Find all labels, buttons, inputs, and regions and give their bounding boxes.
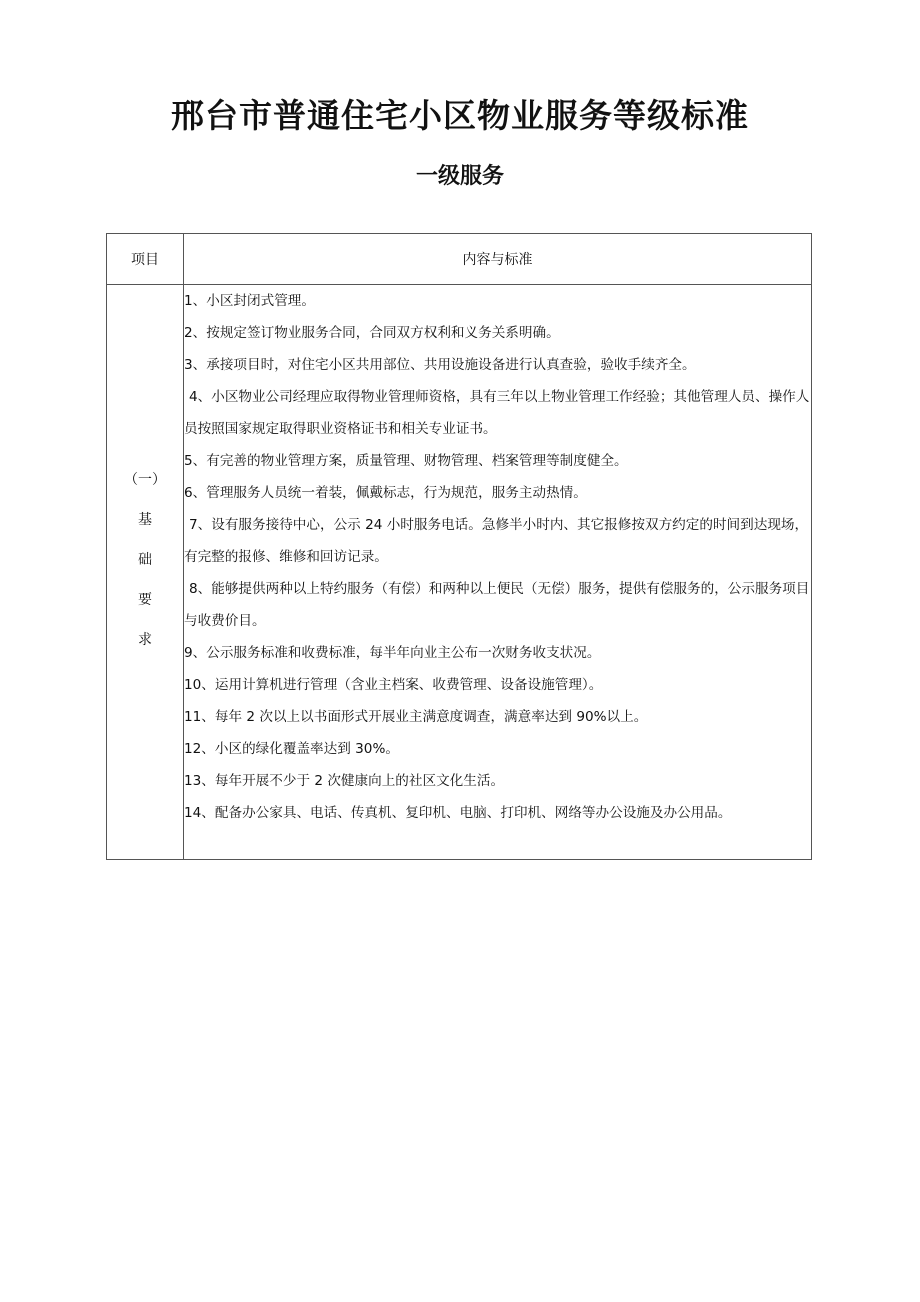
document-subtitle: 一级服务 <box>415 164 504 189</box>
category-char: 基 <box>138 512 152 528</box>
category-char: 要 <box>138 592 152 608</box>
category-char: 础 <box>138 552 152 568</box>
category-number: （一） <box>124 472 166 488</box>
document-title: 邢台市普通住宅小区物业服务等级标准 <box>171 96 749 135</box>
category-char: 求 <box>138 632 152 648</box>
list-item: 6、管理服务人员统一着装，佩戴标志，行为规范，服务主动热情。 <box>184 485 587 501</box>
header-item: 项目 <box>107 234 184 285</box>
table-row <box>107 285 812 860</box>
header-content: 内容与标准 <box>184 234 812 285</box>
standards-table <box>106 233 812 860</box>
list-item: 9、公示服务标准和收费标准，每半年向业主公布一次财务收支状况。 <box>184 645 601 661</box>
list-item: 3、承接项目时，对住宅小区共用部位、共用设施设备进行认真查验，验收手续齐全。 <box>184 357 696 373</box>
category-label <box>124 460 166 684</box>
list-item: 13、每年开展不少于 2 次健康向上的社区文化生活。 <box>184 773 505 789</box>
content-cell <box>184 285 812 860</box>
list-item: 7、设有服务接待中心，公示 24 小时服务电话。急修半小时内、其它报修按双方约定的时间到达现场，有完整的报修、维修和回访记录。 <box>184 517 809 565</box>
requirement-list <box>184 285 811 829</box>
category-cell <box>107 285 184 860</box>
list-item: 8、能够提供两种以上特约服务（有偿）和两种以上便民（无偿）服务，提供有偿服务的，公示服务项目与收费价目。 <box>184 581 810 629</box>
list-item: 10、运用计算机进行管理（含业主档案、收费管理、设备设施管理）。 <box>184 677 603 693</box>
list-item: 2、按规定签订物业服务合同，合同双方权利和义务关系明确。 <box>184 325 560 341</box>
list-item: 1、小区封闭式管理。 <box>184 293 315 309</box>
list-item: 5、有完善的物业管理方案，质量管理、财物管理、档案管理等制度健全。 <box>184 453 628 469</box>
list-item: 12、小区的绿化覆盖率达到 30%。 <box>184 741 399 757</box>
list-item: 11、每年 2 次以上以书面形式开展业主满意度调查，满意率达到 90%以上。 <box>184 709 648 725</box>
list-item: 14、配备办公家具、电话、传真机、复印机、电脑、打印机、网络等办公设施及办公用品。 <box>184 805 732 821</box>
table-header-row <box>107 234 812 285</box>
list-item: 4、小区物业公司经理应取得物业管理师资格，具有三年以上物业管理工作经验；其他管理人员、操作人员按照国家规定取得职业资格证书和相关专业证书。 <box>184 389 810 437</box>
